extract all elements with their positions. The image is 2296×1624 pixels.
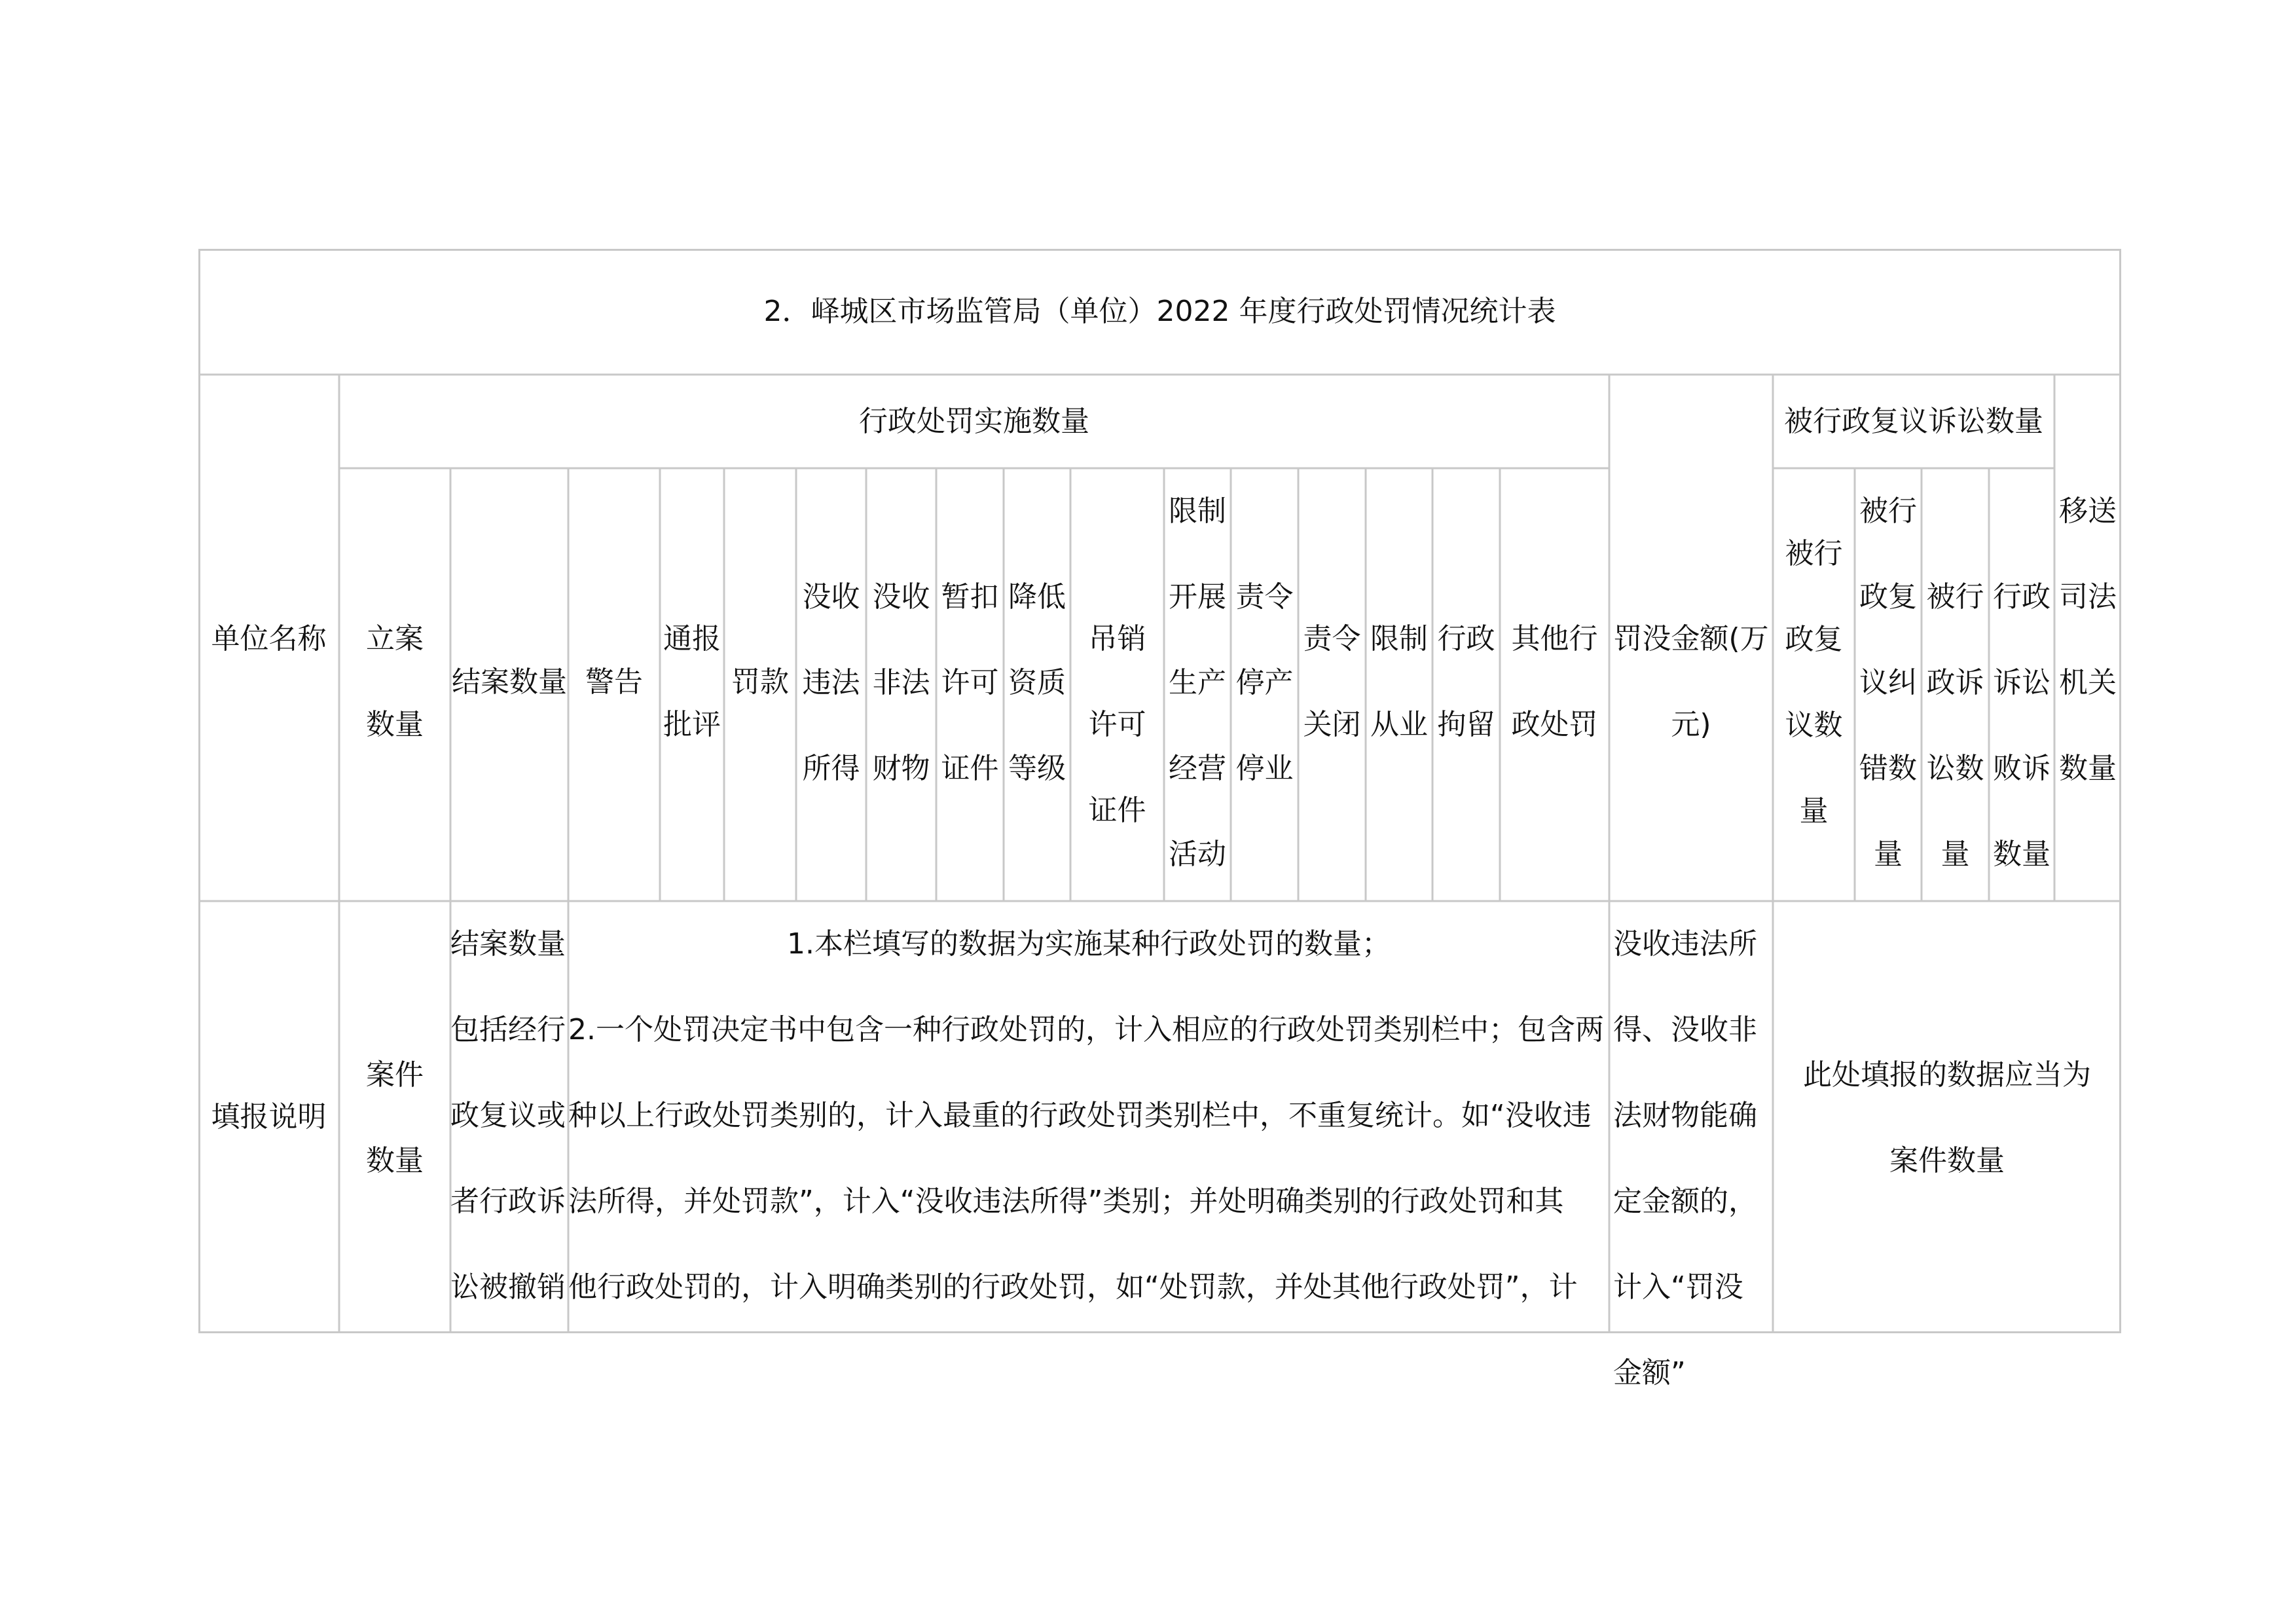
notes-penalty-line-4: 法所得，并处罚款”，计入“没收违法所得”类别；并处明确类别的行政处罚和其 xyxy=(568,1185,1564,1218)
header-col-closed: 结案数量 xyxy=(452,665,567,699)
notes-penalty-line-1: 1.本栏填写的数据为实施某种行政处罚的数量； xyxy=(787,927,1391,961)
header-col-sued: 被行政诉讼数量 xyxy=(1926,580,1984,871)
header-col-review-corrected: 被行政复议纠错数量 xyxy=(1859,494,1917,871)
header-col-reviewed: 被行政复议数量 xyxy=(1785,537,1843,828)
header-col-detention: 行政拘留 xyxy=(1437,622,1495,741)
header-col-restrict-practice: 限制从业 xyxy=(1370,622,1428,741)
header-col-revoke-license: 吊销许可证件 xyxy=(1088,622,1146,827)
header-col-other-penalty: 其他行政处罚 xyxy=(1511,622,1598,741)
notes-penalty-line-3: 种以上行政处罚类别的，计入最重的行政处罚类别栏中，不重复统计。如“没收违 xyxy=(568,1099,1592,1132)
header-col-order-suspension: 责令停产停业 xyxy=(1235,580,1294,785)
header-col-order-closure: 责令关闭 xyxy=(1303,622,1361,741)
header-col-transfer: 移送司法机关数量 xyxy=(2059,494,2117,785)
header-col-restrict-business: 限制开展生产经营活动 xyxy=(1169,494,1226,871)
notes-fine-amount: 没收违法所得、没收非法财物能确定金额的，计入“罚没金额” xyxy=(1613,927,1757,1390)
header-col-filed: 立案数量 xyxy=(366,622,424,741)
header-penalty-group: 行政处罚实施数量 xyxy=(859,405,1089,438)
penalty-statistics-table xyxy=(198,249,2121,1390)
notes-penalty-line-5: 他行政处罚的，计入明确类别的行政处罚，如“处罚款，并处其他行政处罚”，计 xyxy=(568,1270,1578,1304)
notes-review: 此处填报的数据应当为案件数量 xyxy=(1803,1058,2091,1177)
header-col-warning: 警告 xyxy=(585,665,643,699)
header-col-lawsuit-lost: 行政诉讼败诉数量 xyxy=(1993,580,2050,871)
table-title: 2．峄城区市场监管局（单位）2022 年度行政处罚情况统计表 xyxy=(763,295,1556,328)
header-col-suspend-license: 暂扣许可证件 xyxy=(941,580,999,785)
header-fine-amount xyxy=(1609,596,1773,741)
notes-filed: 案件数量 xyxy=(366,1058,424,1177)
header-unit-name: 单位名称 xyxy=(211,622,327,655)
notes-penalty-line-2: 2.一个处罚决定书中包含一种行政处罚的，计入相应的行政处罚类别栏中；包含两 xyxy=(568,1013,1604,1046)
notes-penalty xyxy=(568,901,1609,1330)
header-col-circular: 通报批评 xyxy=(663,622,721,741)
header-fine-amount-text: 罚没金额(万元) xyxy=(1613,622,1769,741)
header-review-group: 被行政复议诉讼数量 xyxy=(1784,405,2043,438)
header-col-fine: 罚款 xyxy=(731,665,789,699)
notes-closed: 结案数量包括经行政复议或者行政诉讼被撤销 xyxy=(450,927,566,1304)
header-col-confiscate-property: 没收非法财物 xyxy=(872,580,930,785)
header-col-confiscate-income: 没收违法所得 xyxy=(802,580,860,785)
notes-label: 填报说明 xyxy=(211,1100,327,1134)
header-col-lower-qualification: 降低资质等级 xyxy=(1008,580,1066,785)
